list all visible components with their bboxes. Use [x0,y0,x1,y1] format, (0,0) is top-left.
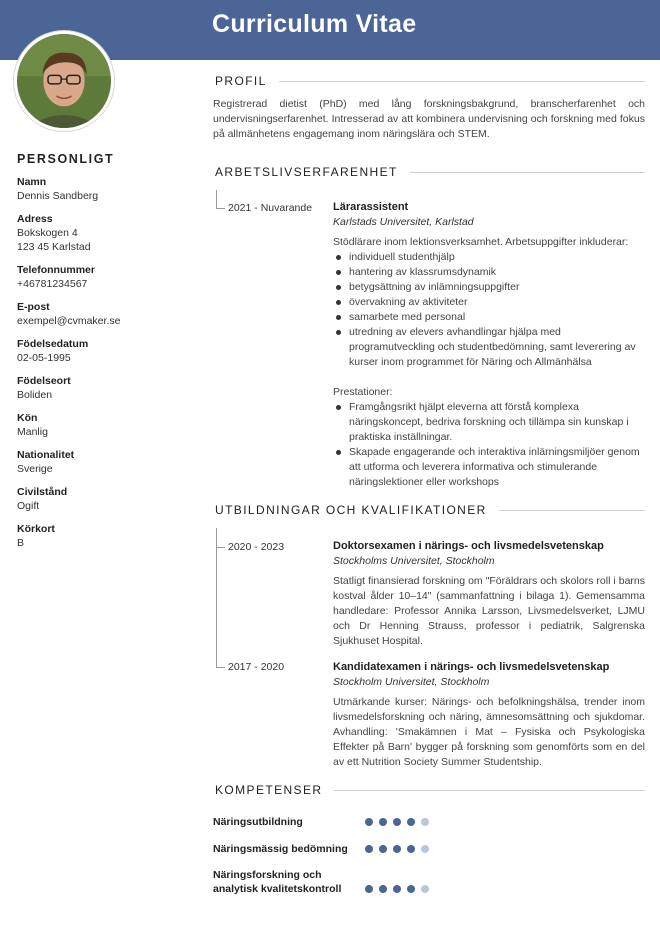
field-label: Nationalitet [17,449,75,461]
entry-description: Utmärkande kurser: Närings- och befolkningshälsa, trender inom livsmedelsforskning och näring, ämnesomsättning och sjukdomar. Avhandling: 'Smakämnen i Mat – Fysiska och Psykologiska Effekter på Barn' bygger på forskning som genomförts som en del av ett Nutrition Society Summer Studentship. [333,696,645,768]
education-entry [333,660,645,770]
field-marital-status [17,485,187,513]
achievements-label: Prestationer: [333,386,393,398]
field-email [17,300,187,328]
field-label: Födelseort [17,375,71,387]
entry-place: Stockholm Universitet, Stockholm [333,676,490,688]
rating-dot-filled [393,885,401,893]
field-gender [17,411,187,439]
rating-dot-filled [407,885,415,893]
rating-dot-filled [365,845,373,853]
list-item: samarbete med personal [333,310,645,325]
divider [279,81,645,82]
rating-dot-empty [421,845,429,853]
entry-description: Statligt finansierad forskning om "Föräldrars och skolors roll i barns kostval ålder 10–14" (sammanfattning i bilaga 1). Gemensamma handledare: Professor Annika Larsson, Livsmedelsverket, LJMU och Dr Henning Strauss, professor i pediatrik, Salgrenska Sjukhuset Hospital. [333,575,645,647]
entry-date: 2021 - Nuvarande [228,202,313,214]
list-item: betygsättning av inlämningsuppgifter [333,280,645,295]
entry-place: Stockholms Universitet, Stockholm [333,555,495,567]
timeline-line [216,528,217,668]
achievement-list [333,400,645,490]
entry-title: Doktorsexamen i närings- och livsmedelsvetenskap [333,540,604,552]
list-item: utredning av elevers avhandlingar hjälpa med programutveckling och studentbedömning, samt leverering av kurser inom programmet för Näring och Allmänhälsa [333,325,645,370]
rating-dot-filled [393,845,401,853]
entry-intro: Stödlärare inom lektionsverksamhet. Arbetsuppgifter inkluderar: [333,236,629,248]
rating-dot-filled [365,818,373,826]
field-value: 02-05-1995 [17,352,71,364]
divider [499,510,645,511]
rating-dot-filled [379,885,387,893]
field-birthdate [17,337,187,365]
education-section-header [215,503,645,517]
list-item: individuell studenthjälp [333,250,645,265]
education-entry [333,539,645,649]
timeline-tick [216,547,225,548]
timeline-tick [216,667,225,668]
field-value-line2: 123 45 Karlstad [17,241,91,253]
entry-title: Lärarassistent [333,201,409,213]
skill-name: Näringsmässig bedömning [213,843,348,855]
field-value: Dennis Sandberg [17,190,99,202]
field-nationality [17,448,187,476]
skill-name: Näringsutbildning [213,816,303,828]
profile-heading: PROFIL [215,74,267,88]
experience-entry [333,200,645,490]
field-label: E-post [17,301,50,313]
field-value: +46781234567 [17,278,88,290]
list-item: hantering av klassrumsdynamik [333,265,645,280]
timeline-tick [216,208,225,209]
profile-photo-icon [17,34,111,128]
rating-dot-filled [407,845,415,853]
field-label: Adress [17,213,53,225]
timeline-line [216,190,217,209]
task-list [333,250,645,370]
rating-dot-empty [421,885,429,893]
rating-dot-empty [421,818,429,826]
field-name [17,175,187,203]
skills-section-header [215,783,645,797]
field-label: Civilstånd [17,486,68,498]
entry-date: 2017 - 2020 [228,661,285,673]
field-value: Ogift [17,500,40,512]
field-value: Sverige [17,463,53,475]
field-drivers-license [17,522,187,550]
field-label: Telefonnummer [17,264,95,276]
rating-dot-filled [365,885,373,893]
field-label: Körkort [17,523,55,535]
page-title: Curriculum Vitae [212,10,417,38]
divider [410,172,645,173]
profile-text: Registrerad dietist (PhD) med lång forskningsbakgrund, branscherfarenhet och undervisningserfarenhet. Intresserad av att kombinera undervisning och forskning med fokus på allmänhetens engagemang inom näringslära och STEM. [213,98,645,140]
profile-section-header [215,74,645,88]
personal-heading: PERSONLIGT [17,152,115,166]
field-label: Födelsedatum [17,338,89,350]
rating-dot-filled [393,818,401,826]
field-phone [17,263,187,291]
field-value: B [17,537,25,549]
field-value: Manlig [17,426,48,438]
entry-date: 2020 - 2023 [228,541,285,553]
field-birthplace [17,374,187,402]
field-label: Namn [17,176,47,188]
field-label: Kön [17,412,38,424]
experience-heading: ARBETSLIVSERFARENHET [215,165,398,179]
entry-title: Kandidatexamen i närings- och livsmedelsvetenskap [333,661,610,673]
field-address [17,212,187,254]
skill-name: Näringsforskning och analytisk kvalitetskontroll [213,869,342,895]
skills-heading: KOMPETENSER [215,783,323,797]
skill-rating [365,885,429,893]
education-heading: UTBILDNINGAR OCH KVALIFIKATIONER [215,503,487,517]
experience-section-header [215,165,645,179]
rating-dot-filled [407,818,415,826]
field-value: Bokskogen 4 [17,227,78,239]
list-item: Framgångsrikt hjälpt eleverna att förstå komplexa näringskoncept, bedriva forskning och tillämpa sin kunskap i praktiska inställningar. [333,400,645,445]
field-value: exempel@cvmaker.se [17,315,121,327]
field-value: Boliden [17,389,53,401]
divider [334,790,645,791]
skill-rating [365,845,429,853]
list-item: övervakning av aktiviteter [333,295,645,310]
skill-rating [365,818,429,826]
list-item: Skapade engagerande och interaktiva inlärningsmiljöer genom att utforma och leverera informativa och stimulerande näringslektioner eller workshops [333,445,645,490]
rating-dot-filled [379,818,387,826]
avatar [14,31,114,131]
rating-dot-filled [379,845,387,853]
personal-section [17,152,187,559]
entry-place: Karlstads Universitet, Karlstad [333,216,474,228]
